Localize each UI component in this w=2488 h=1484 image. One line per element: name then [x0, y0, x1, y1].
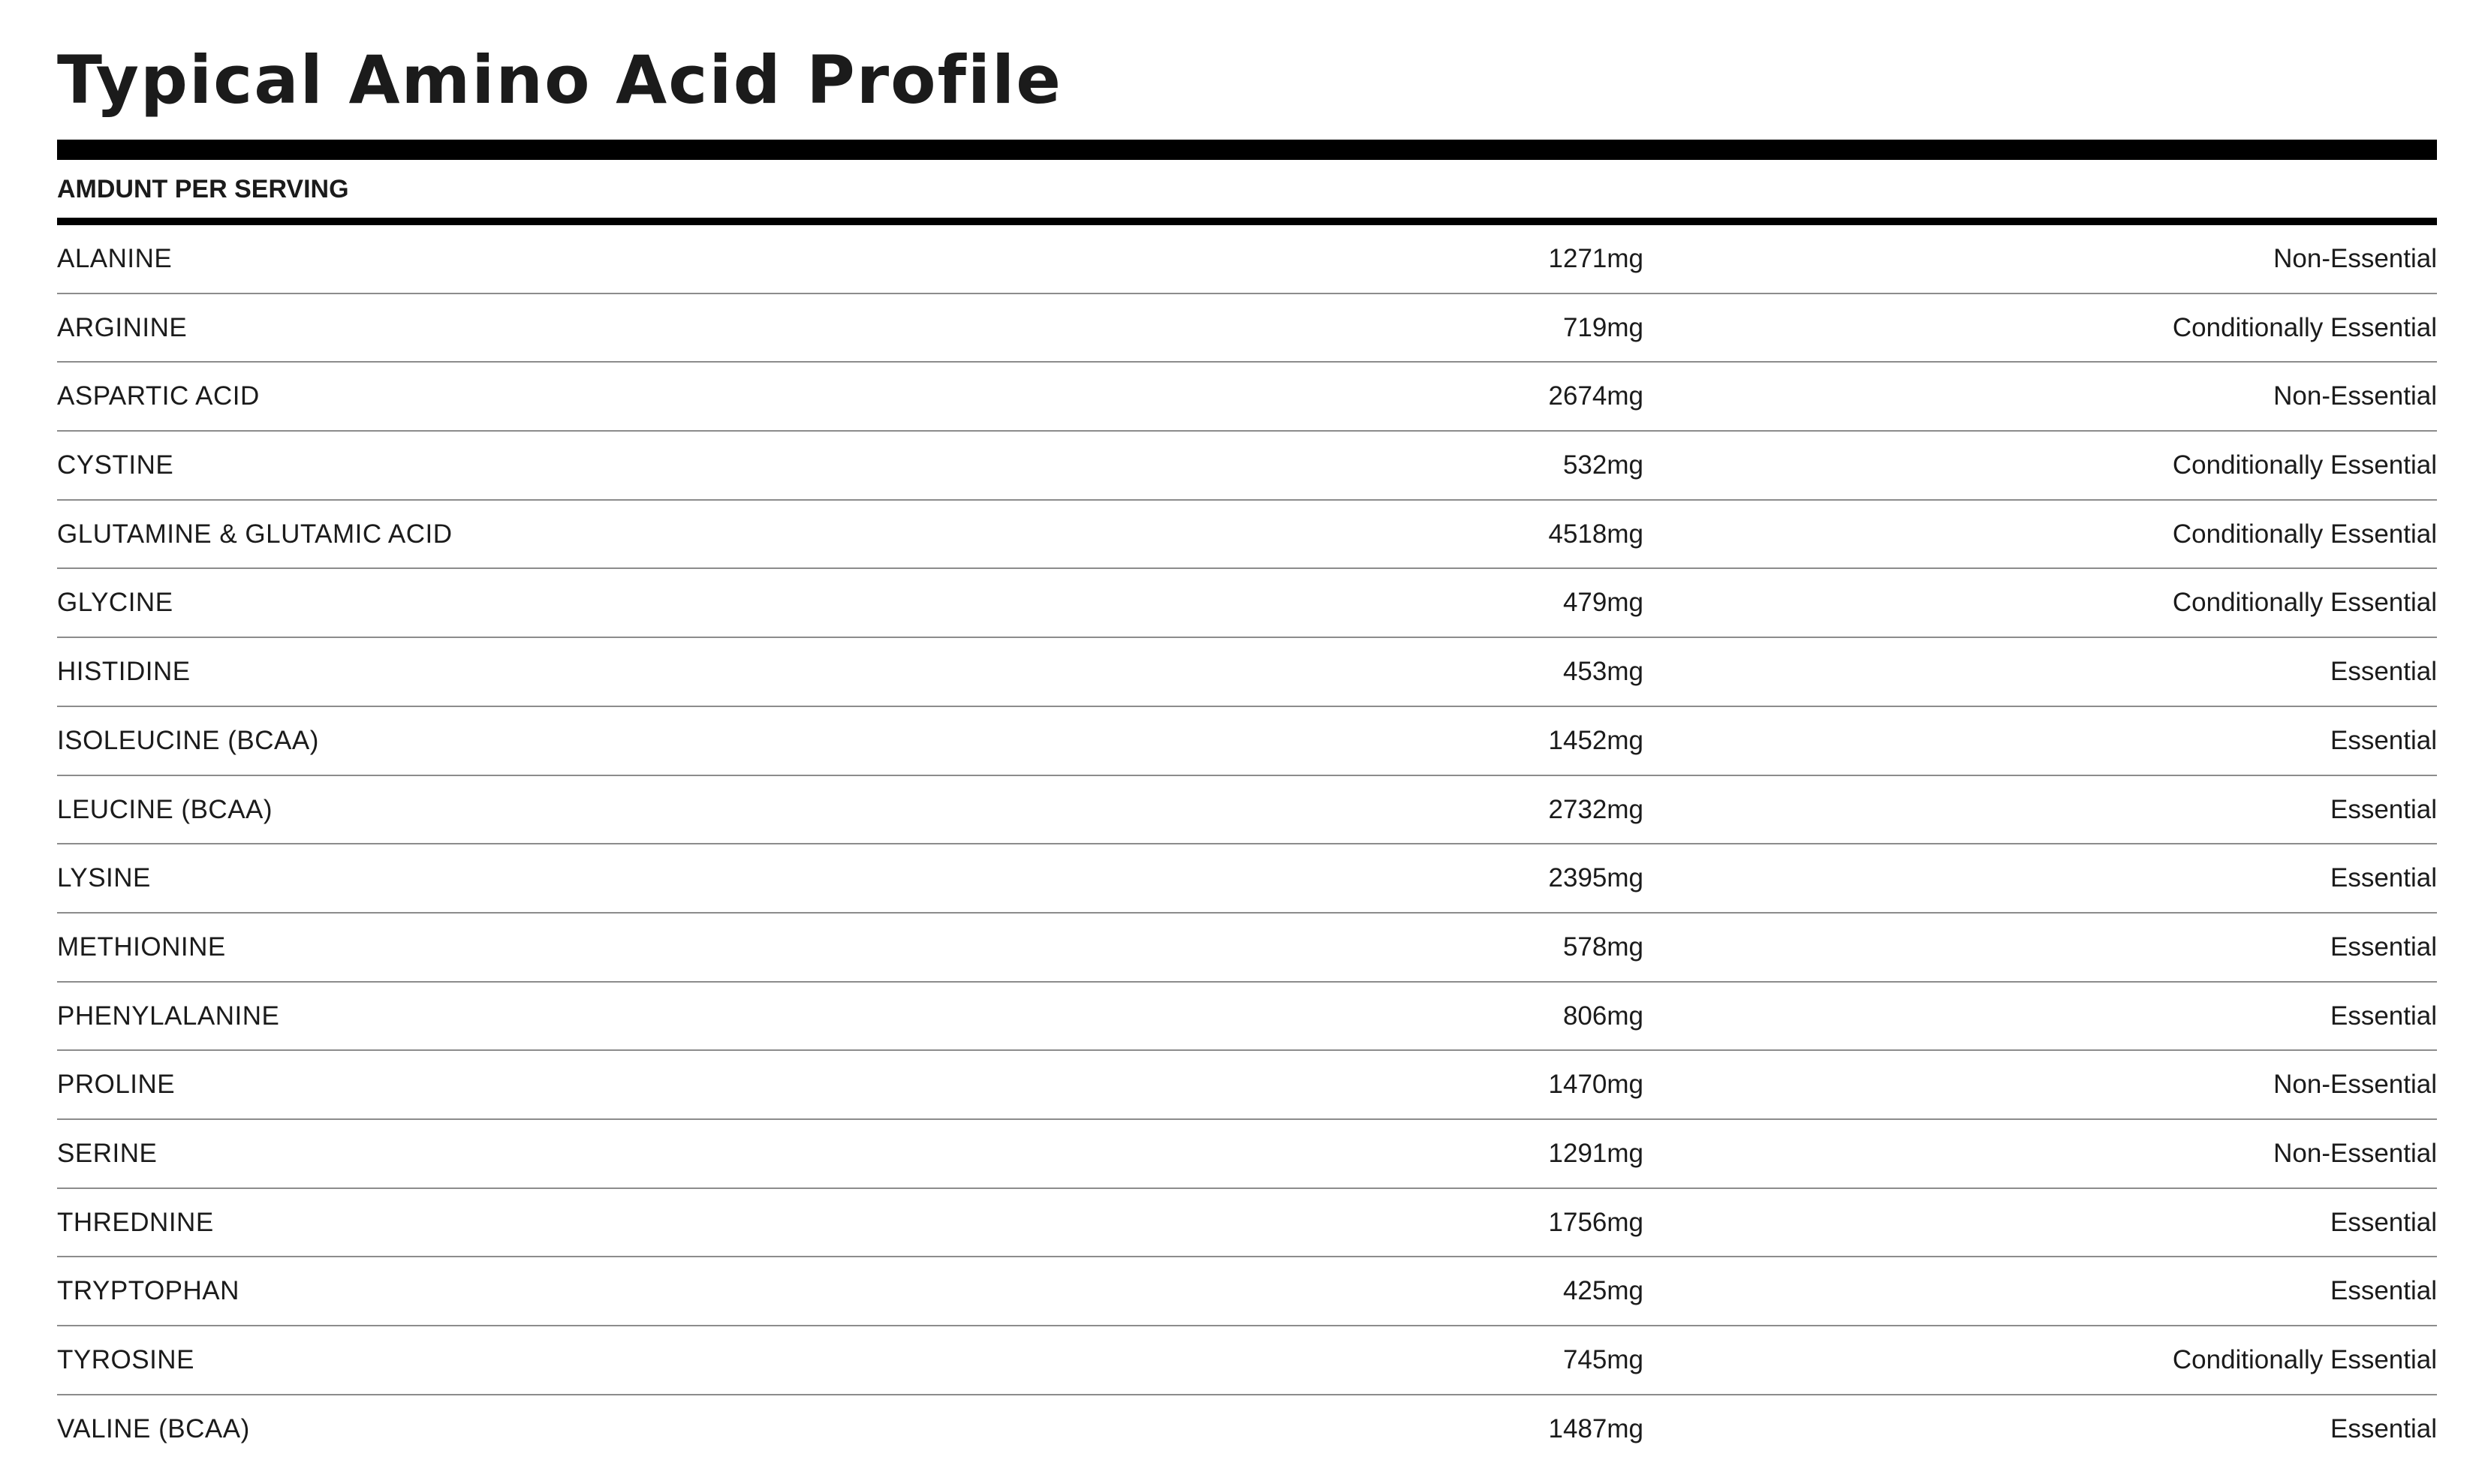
table-row	[57, 501, 2437, 570]
amino-acid-name: ASPARTIC ACID	[57, 381, 260, 411]
amino-acid-name: LEUCINE (BCAA)	[57, 794, 273, 824]
table-row	[57, 707, 2437, 776]
amino-acid-name: PROLINE	[57, 1070, 176, 1100]
amino-acid-amount: 1756mg	[1548, 1207, 1643, 1237]
amino-acid-amount: 1470mg	[1548, 1070, 1643, 1100]
amino-acid-classification: Essential	[2330, 1276, 2437, 1306]
amino-acid-name: GLUTAMINE & GLUTAMIC ACID	[57, 519, 453, 549]
amino-acid-classification: Essential	[2330, 1413, 2437, 1443]
amino-acid-classification: Essential	[2330, 932, 2437, 962]
amino-acid-classification: Conditionally Essential	[2172, 588, 2437, 618]
table-row	[57, 844, 2437, 914]
table-row	[57, 776, 2437, 845]
amino-acid-classification: Conditionally Essential	[2172, 312, 2437, 342]
amino-acid-amount: 719mg	[1562, 312, 1643, 342]
table-row	[57, 432, 2437, 501]
amino-acid-amount: 2732mg	[1548, 794, 1643, 824]
table-row	[57, 983, 2437, 1052]
amino-acid-name: GLYCINE	[57, 588, 173, 618]
table-row	[57, 569, 2437, 638]
amino-acid-amount: 2674mg	[1548, 381, 1643, 411]
table-row	[57, 294, 2437, 363]
amino-acid-amount: 2395mg	[1548, 863, 1643, 893]
section-header: AMDUNT PER SERVING	[57, 175, 349, 203]
amino-acid-name: HISTIDINE	[57, 657, 191, 687]
amino-acid-amount: 479mg	[1562, 588, 1643, 618]
amino-acid-name: ALANINE	[57, 244, 173, 273]
amino-acid-amount: 1487mg	[1548, 1413, 1643, 1443]
table-row	[57, 1326, 2437, 1395]
table-row	[57, 1120, 2437, 1189]
amino-acid-name: ARGININE	[57, 312, 188, 342]
amino-acid-name: TRYPTOPHAN	[57, 1276, 239, 1306]
table-row	[57, 638, 2437, 707]
amino-acid-amount: 425mg	[1562, 1276, 1643, 1306]
amino-acid-classification: Conditionally Essential	[2172, 450, 2437, 480]
amino-acid-name: METHIONINE	[57, 932, 226, 962]
amino-acid-amount: 4518mg	[1548, 519, 1643, 549]
table-row	[57, 1395, 2437, 1464]
amino-acid-name: CYSTINE	[57, 450, 174, 480]
amino-acid-classification: Essential	[2330, 1207, 2437, 1237]
amino-acid-classification: Conditionally Essential	[2172, 519, 2437, 549]
amino-acid-name: ISOLEUCINE (BCAA)	[57, 725, 319, 755]
amino-acid-classification: Non-Essential	[2273, 1070, 2437, 1100]
amino-acid-name: LYSINE	[57, 863, 151, 893]
amino-acid-table	[57, 225, 2437, 1464]
amino-acid-amount: 1452mg	[1548, 725, 1643, 755]
amino-acid-name: SERINE	[57, 1138, 158, 1168]
amino-acid-classification: Essential	[2330, 1001, 2437, 1031]
table-row	[57, 1051, 2437, 1120]
amino-acid-classification: Essential	[2330, 863, 2437, 893]
table-row	[57, 1189, 2437, 1258]
amino-acid-amount: 453mg	[1562, 657, 1643, 687]
amino-acid-amount: 1271mg	[1548, 244, 1643, 273]
amino-acid-classification: Non-Essential	[2273, 1138, 2437, 1168]
table-row	[57, 363, 2437, 432]
header-divider	[57, 218, 2437, 225]
amino-acid-classification: Non-Essential	[2273, 381, 2437, 411]
amino-acid-amount: 532mg	[1562, 450, 1643, 480]
amino-acid-name: TYROSINE	[57, 1345, 194, 1374]
amino-acid-classification: Essential	[2330, 657, 2437, 687]
amino-acid-classification: Essential	[2330, 725, 2437, 755]
table-row	[57, 225, 2437, 294]
amino-acid-amount: 806mg	[1562, 1001, 1643, 1031]
amino-acid-classification: Non-Essential	[2273, 244, 2437, 273]
amino-acid-classification: Essential	[2330, 794, 2437, 824]
table-row	[57, 1257, 2437, 1326]
amino-acid-amount: 745mg	[1562, 1345, 1643, 1374]
amino-acid-name: PHENYLALANINE	[57, 1001, 280, 1031]
amino-acid-name: THREDNINE	[57, 1207, 214, 1237]
amino-acid-classification: Conditionally Essential	[2172, 1345, 2437, 1374]
thick-divider	[57, 140, 2437, 160]
amino-acid-amount: 578mg	[1562, 932, 1643, 962]
amino-acid-amount: 1291mg	[1548, 1138, 1643, 1168]
page-title: Typical Amino Acid Profile	[57, 41, 1062, 119]
table-row	[57, 914, 2437, 983]
amino-acid-name: VALINE (BCAA)	[57, 1413, 250, 1443]
